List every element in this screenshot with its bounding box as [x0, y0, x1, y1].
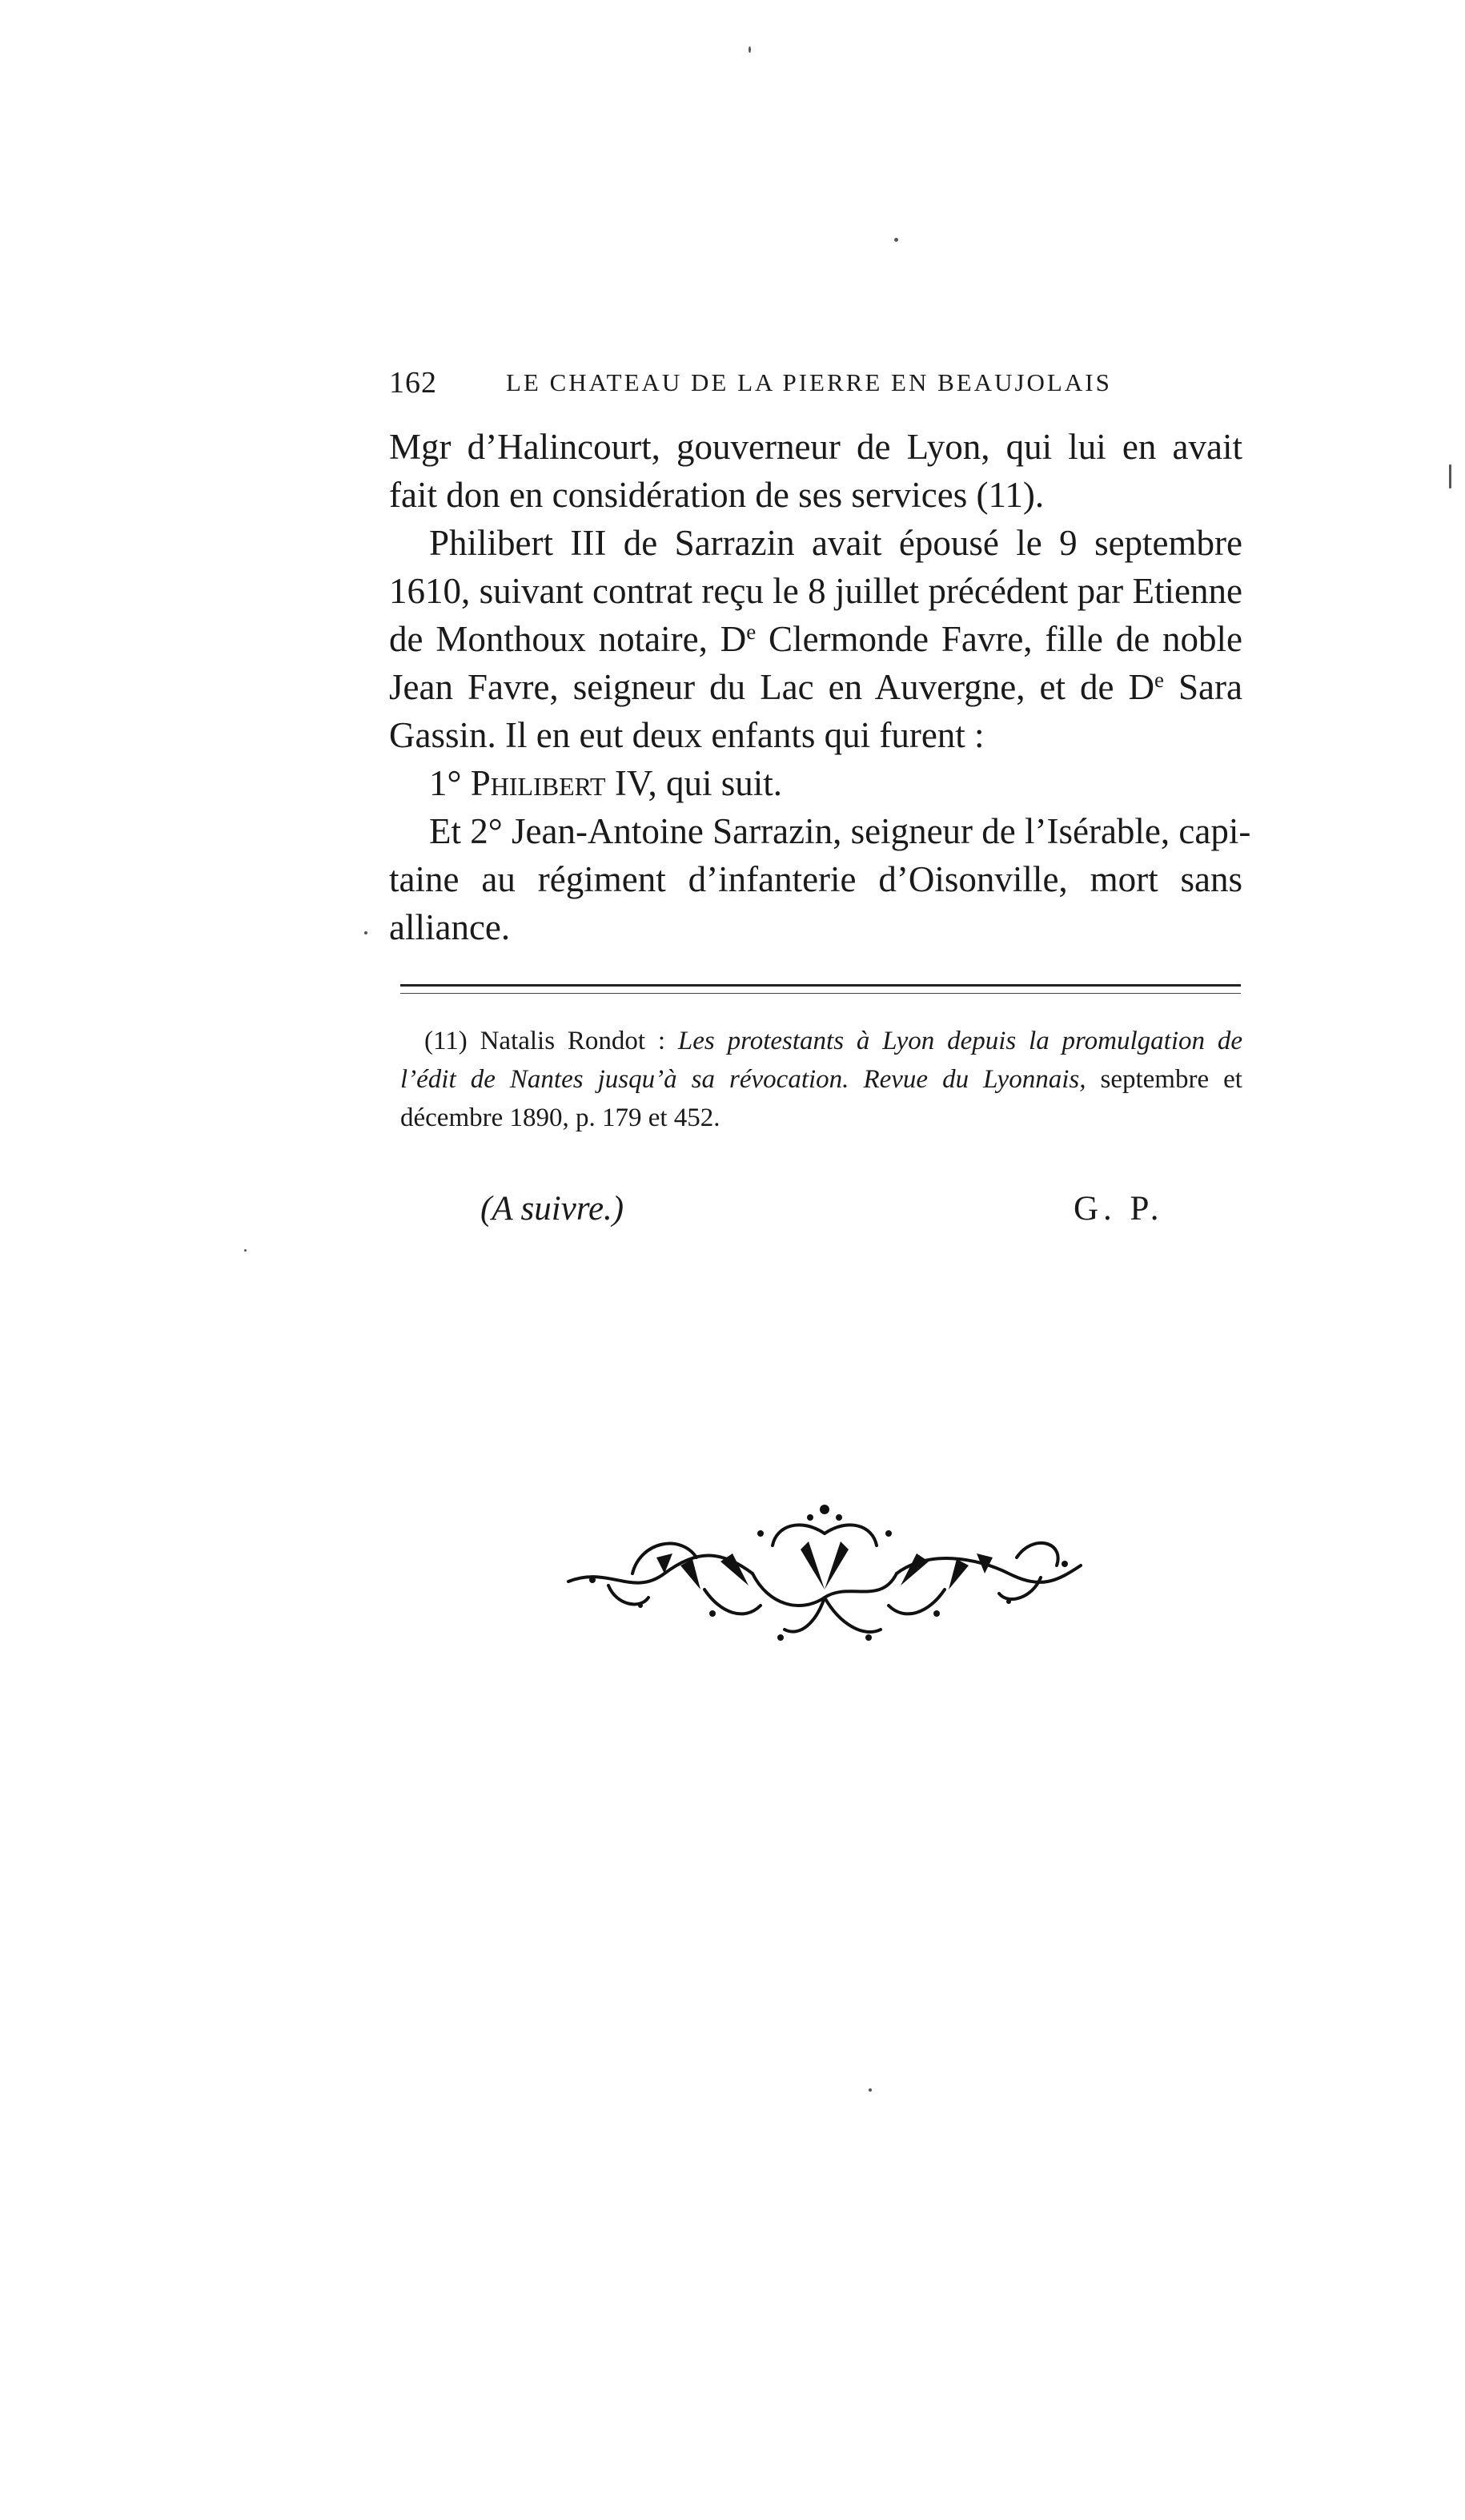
speck: [364, 931, 367, 934]
page-header: [389, 365, 1242, 405]
text-line: fait don en considération de ses services (11).: [389, 475, 1045, 515]
text-line: Gassin. Il en eut deux enfants qui furent :: [389, 715, 985, 755]
footnote-line: [400, 1022, 1242, 1060]
text-fragment: Jean Favre, seigneur du Lac en Auvergne, et de D: [389, 667, 1155, 707]
footnote: [400, 1022, 1242, 1137]
paragraph-3: [389, 759, 1242, 807]
footnote-author: Natalis Rondot :: [467, 1027, 678, 1055]
text-line: alliance.: [389, 907, 511, 947]
footnote-line: décembre 1890, p. 179 et 452.: [400, 1103, 720, 1132]
speck: [894, 238, 898, 242]
footnote-number: (11): [424, 1027, 468, 1055]
superscript: e: [746, 620, 757, 645]
to-be-continued: (A suivre.): [480, 1190, 624, 1228]
footnote-text: septembre et: [1086, 1065, 1242, 1094]
text-line: taine au régiment d’infanterie d’Oisonville, mort sans: [389, 859, 1242, 899]
page-number: 162: [389, 366, 437, 400]
paragraph-4: [389, 807, 1251, 951]
author-signature: G. P.: [1074, 1190, 1164, 1228]
text-line: [389, 615, 1242, 663]
superscript: e: [1154, 668, 1165, 693]
text-fragment: Clermonde Favre, fille de noble: [756, 619, 1243, 659]
speck: [749, 46, 751, 53]
text-line: Et 2° Jean-Antoine Sarrazin, seigneur de l’Isérable, capi-: [429, 811, 1251, 851]
footnote-title: Les protestants à Lyon depuis la promulgation de: [677, 1027, 1242, 1055]
speck: [1449, 464, 1451, 488]
body-text: [389, 423, 1251, 951]
footnote-line: [400, 1060, 1242, 1099]
paragraph-2: [389, 519, 1242, 759]
speck: [244, 1249, 247, 1252]
ordinal: 1°: [429, 763, 462, 803]
text-fragment: de Monthoux notaire, D: [389, 619, 747, 659]
name-smallcaps: Philibert: [470, 763, 606, 803]
text-line: Mgr d’Halincourt, gouverneur de Lyon, qui lui en avait: [389, 427, 1242, 467]
text-line: [389, 663, 1242, 711]
footnote-rule: [400, 984, 1241, 987]
text-line: Philibert III de Sarrazin avait épousé le 9 septembre: [429, 523, 1242, 563]
footnote-journal: Revue du Lyonnais,: [849, 1065, 1086, 1094]
text-line: [389, 759, 1242, 807]
footnote-title: l’édit de Nantes jusqu’à sa révocation.: [400, 1065, 849, 1094]
speck: [869, 2088, 872, 2092]
paragraph-1: [389, 423, 1242, 519]
text-fragment: Sara: [1164, 667, 1242, 707]
text-fragment: IV, qui suit.: [605, 763, 783, 803]
running-title: LE CHATEAU DE LA PIERRE EN BEAUJOLAIS: [506, 368, 1112, 396]
footnote-rule-thin: [400, 993, 1241, 994]
floral-ornament-icon: [560, 1485, 1089, 1662]
text-line: 1610, suivant contrat reçu le 8 juillet précédent par Etienne: [389, 571, 1242, 611]
closing-row: [389, 1189, 1242, 1237]
